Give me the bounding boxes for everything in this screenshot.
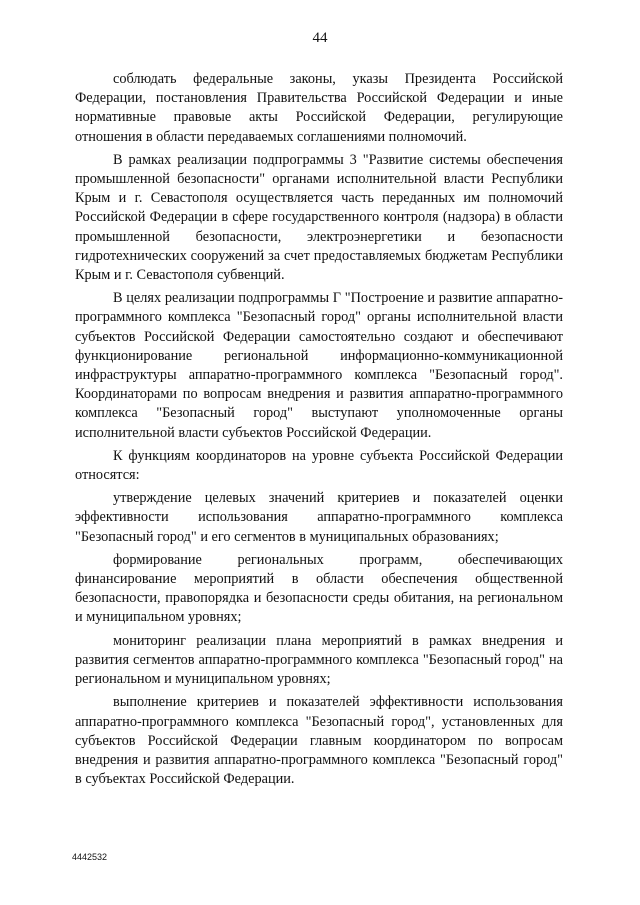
page-number: 44 <box>312 30 328 46</box>
paragraph-obligations: соблюдать федеральные законы, указы Президента Российской Федерации, постановления Правительства Российской Федерации и иные нормативные правовые акты Российской Федерации, регулирующие отношения в области передаваемых соглашениями полномочий. <box>75 71 563 145</box>
paragraph-subprogram-3: В рамках реализации подпрограммы 3 "Развитие системы обеспечения промышленной безопасности" органами исполнительной власти Республики Крым и г. Севастополя осуществляется часть переданных им полномочий Российской Федерации в сфере государственного контроля (надзора) в области промышленной безопасности, электроэнергетики и безопасности гидротехнических сооружений за счет предоставляемых бюджетам Республики Крым и г. Севастополя субвенций. <box>75 151 563 284</box>
paragraph-function-monitoring: мониторинг реализации плана мероприятий в рамках внедрения и развития сегментов аппаратно-программного комплекса "Безопасный город" на региональном и муниципальном уровнях; <box>75 632 563 688</box>
paragraph-coordinator-functions-intro: К функциям координаторов на уровне субъекта Российской Федерации относятся: <box>75 447 563 484</box>
paragraph-function-regional-programs: формирование региональных программ, обеспечивающих финансирование мероприятий в области обеспечения общественной безопасности, правопорядка и безопасности среды обитания, на региональном и муниципальном уровнях; <box>75 551 563 626</box>
document-code: 4442532 <box>72 852 108 862</box>
paragraph-function-targets: утверждение целевых значений критериев и показателей оценки эффективности использования аппаратно-программного комплекса "Безопасный город" и его сегментов в муниципальных образованиях; <box>75 490 563 545</box>
paragraph-subprogram-g: В целях реализации подпрограммы Г "Построение и развитие аппаратно-программного комплекса "Безопасный город" органы исполнительной власти субъектов Российской Федерации самостоятельно создают и обеспечивают функционирование региональной информационно-коммуникационной инфраструктуры аппаратно-программного комплекса "Безопасный город". Координаторами по вопросам внедрения и развития аппаратно-программного комплекса "Безопасный город" выступают уполномоченные органы исполнительной власти субъектов Российской Федерации. <box>75 290 563 441</box>
paragraph-function-criteria: выполнение критериев и показателей эффективности использования аппаратно-программного комплекса "Безопасный город", установленных для субъектов Российской Федерации главным координатором по вопросам внедрения и развития аппаратно-программного комплекса "Безопасный город" в субъектах Российской Федерации. <box>75 694 563 788</box>
document-body <box>75 70 563 793</box>
